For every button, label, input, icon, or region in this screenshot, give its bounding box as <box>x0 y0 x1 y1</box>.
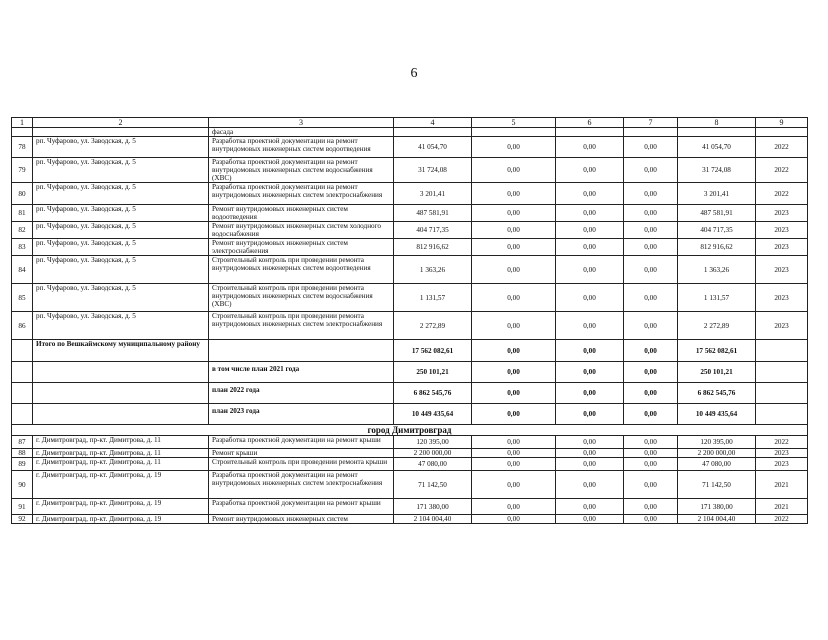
work-description: Строительный контроль при проведении ремонта крыши <box>209 458 394 471</box>
row-number: 82 <box>12 222 33 239</box>
address-cell: рп. Чуфарово, ул. Заводская, д. 5 <box>33 256 209 284</box>
row-number: 89 <box>12 458 33 471</box>
totals-label: план 2023 года <box>209 404 394 425</box>
work-description: Ремонт внутридомовых инженерных систем водоотведения <box>209 205 394 222</box>
address-cell: рп. Чуфарово, ул. Заводская, д. 5 <box>33 137 209 158</box>
table-row <box>12 284 808 312</box>
address-cell: г. Димитровград, пр-кт. Димитрова, д. 11 <box>33 449 209 458</box>
table-row <box>12 515 808 524</box>
value-cell: 0,00 <box>472 404 556 425</box>
value-cell: 0,00 <box>624 158 678 183</box>
row-number: 78 <box>12 137 33 158</box>
address-cell: рп. Чуфарово, ул. Заводская, д. 5 <box>33 284 209 312</box>
address-cell: г. Димитровград, пр-кт. Димитрова, д. 11 <box>33 436 209 449</box>
address-cell: рп. Чуфарово, ул. Заводская, д. 5 <box>33 158 209 183</box>
value-cell: 0,00 <box>556 404 624 425</box>
address-cell: г. Димитровград, пр-кт. Димитрова, д. 19 <box>33 499 209 515</box>
total-cost-cell: 171 380,00 <box>394 499 472 515</box>
page-number: 6 <box>410 66 418 81</box>
column-number: 4 <box>394 118 472 128</box>
value-cell: 0,00 <box>472 340 556 362</box>
totals-label: в том числе план 2021 года <box>209 362 394 383</box>
continuation-row <box>12 128 808 137</box>
value-cell: 812 916,62 <box>678 239 756 256</box>
year-cell: 2023 <box>756 222 808 239</box>
year-cell: 2023 <box>756 205 808 222</box>
value-cell: 487 581,91 <box>678 205 756 222</box>
total-cost-cell: 250 101,21 <box>394 362 472 383</box>
address-cell: г. Димитровград, пр-кт. Димитрова, д. 19 <box>33 471 209 499</box>
row-number: 85 <box>12 284 33 312</box>
row-number: 86 <box>12 312 33 340</box>
table-row <box>12 137 808 158</box>
column-number: 9 <box>756 118 808 128</box>
value-cell: 0,00 <box>472 436 556 449</box>
totals-label: Итого по Вешкаймскому муниципальному району <box>33 340 209 362</box>
value-cell: 0,00 <box>556 449 624 458</box>
table-row <box>12 256 808 284</box>
year-cell: 2023 <box>756 458 808 471</box>
work-description: Ремонт внутридомовых инженерных систем электроснабжения <box>209 239 394 256</box>
column-number: 6 <box>556 118 624 128</box>
value-cell: 0,00 <box>472 205 556 222</box>
value-cell: 0,00 <box>624 222 678 239</box>
value-cell: 3 201,41 <box>678 183 756 205</box>
row-number: 81 <box>12 205 33 222</box>
table-row <box>12 471 808 499</box>
totals-row <box>12 362 808 383</box>
table-row <box>12 449 808 458</box>
value-cell: 2 104 004,40 <box>678 515 756 524</box>
work-description: Разработка проектной документации на ремонт внутридомовых инженерных систем электроснабжения <box>209 471 394 499</box>
value-cell: 0,00 <box>624 284 678 312</box>
total-cost-cell: 2 272,89 <box>394 312 472 340</box>
value-cell: 0,00 <box>624 183 678 205</box>
total-cost-cell: 404 717,35 <box>394 222 472 239</box>
total-cost-cell: 2 104 004,40 <box>394 515 472 524</box>
table-row <box>12 158 808 183</box>
value-cell: 0,00 <box>624 383 678 404</box>
value-cell: 1 131,57 <box>678 284 756 312</box>
address-cell: рп. Чуфарово, ул. Заводская, д. 5 <box>33 312 209 340</box>
value-cell: 1 363,26 <box>678 256 756 284</box>
value-cell: 10 449 435,64 <box>678 404 756 425</box>
row-number: 80 <box>12 183 33 205</box>
total-cost-cell: 71 142,50 <box>394 471 472 499</box>
value-cell: 0,00 <box>556 436 624 449</box>
value-cell: 31 724,08 <box>678 158 756 183</box>
value-cell: 2 200 000,00 <box>678 449 756 458</box>
year-cell: 2021 <box>756 499 808 515</box>
value-cell: 0,00 <box>624 436 678 449</box>
work-description: Разработка проектной документации на ремонт внутридомовых инженерных систем водоснабжения (ХВС) <box>209 158 394 183</box>
table-row <box>12 205 808 222</box>
value-cell: 0,00 <box>624 137 678 158</box>
value-cell: 171 380,00 <box>678 499 756 515</box>
year-cell: 2022 <box>756 183 808 205</box>
value-cell: 41 054,70 <box>678 137 756 158</box>
value-cell: 0,00 <box>556 362 624 383</box>
year-cell: 2023 <box>756 256 808 284</box>
address-cell: г. Димитровград, пр-кт. Димитрова, д. 11 <box>33 458 209 471</box>
work-description: Строительный контроль при проведении ремонта внутридомовых инженерных систем водоснабжения (ХВС) <box>209 284 394 312</box>
column-number: 7 <box>624 118 678 128</box>
value-cell: 0,00 <box>624 340 678 362</box>
work-description: Разработка проектной документации на ремонт внутридомовых инженерных систем водоотведения <box>209 137 394 158</box>
value-cell: 0,00 <box>556 284 624 312</box>
row-number: 92 <box>12 515 33 524</box>
value-cell: 120 395,00 <box>678 436 756 449</box>
row-number: 91 <box>12 499 33 515</box>
value-cell: 0,00 <box>556 340 624 362</box>
value-cell: 0,00 <box>556 137 624 158</box>
table-row <box>12 222 808 239</box>
year-cell: 2022 <box>756 515 808 524</box>
year-cell: 2022 <box>756 436 808 449</box>
value-cell: 0,00 <box>556 239 624 256</box>
city-heading: город Димитровград <box>12 425 808 436</box>
column-number: 5 <box>472 118 556 128</box>
address-cell: рп. Чуфарово, ул. Заводская, д. 5 <box>33 222 209 239</box>
work-description: Разработка проектной документации на ремонт внутридомовых инженерных систем электроснабжения <box>209 183 394 205</box>
total-cost-cell: 3 201,41 <box>394 183 472 205</box>
value-cell: 0,00 <box>624 515 678 524</box>
work-description: Ремонт внутридомовых инженерных систем <box>209 515 394 524</box>
total-cost-cell: 120 395,00 <box>394 436 472 449</box>
row-number: 87 <box>12 436 33 449</box>
value-cell: 0,00 <box>624 312 678 340</box>
address-cell: рп. Чуфарово, ул. Заводская, д. 5 <box>33 205 209 222</box>
value-cell: 0,00 <box>472 284 556 312</box>
work-description: Строительный контроль при проведении ремонта внутридомовых инженерных систем водоотведения <box>209 256 394 284</box>
value-cell: 0,00 <box>624 256 678 284</box>
value-cell: 0,00 <box>624 205 678 222</box>
table-row <box>12 499 808 515</box>
total-cost-cell: 47 080,00 <box>394 458 472 471</box>
value-cell: 0,00 <box>472 137 556 158</box>
totals-row <box>12 340 808 362</box>
column-number: 1 <box>12 118 33 128</box>
row-number: 90 <box>12 471 33 499</box>
value-cell: 0,00 <box>556 471 624 499</box>
value-cell: 0,00 <box>556 222 624 239</box>
total-cost-cell: 6 862 545,76 <box>394 383 472 404</box>
value-cell: 0,00 <box>556 312 624 340</box>
value-cell: 250 101,21 <box>678 362 756 383</box>
table-row <box>12 458 808 471</box>
value-cell: 0,00 <box>472 362 556 383</box>
table-row <box>12 436 808 449</box>
value-cell: 0,00 <box>472 222 556 239</box>
value-cell: 17 562 082,61 <box>678 340 756 362</box>
value-cell: 0,00 <box>472 239 556 256</box>
address-cell: г. Димитровград, пр-кт. Димитрова, д. 19 <box>33 515 209 524</box>
total-cost-cell: 1 131,57 <box>394 284 472 312</box>
table-row <box>12 239 808 256</box>
table-row <box>12 312 808 340</box>
total-cost-cell: 2 200 000,00 <box>394 449 472 458</box>
value-cell: 0,00 <box>556 515 624 524</box>
address-cell: рп. Чуфарово, ул. Заводская, д. 5 <box>33 239 209 256</box>
totals-label: план 2022 года <box>209 383 394 404</box>
total-cost-cell: 31 724,08 <box>394 158 472 183</box>
work-description: Разработка проектной документации на ремонт крыши <box>209 436 394 449</box>
value-cell: 0,00 <box>556 499 624 515</box>
year-cell: 2023 <box>756 312 808 340</box>
value-cell: 47 080,00 <box>678 458 756 471</box>
value-cell: 404 717,35 <box>678 222 756 239</box>
value-cell: 0,00 <box>472 158 556 183</box>
value-cell: 0,00 <box>556 458 624 471</box>
work-description: Ремонт крыши <box>209 449 394 458</box>
value-cell: 0,00 <box>472 471 556 499</box>
work-description: Строительный контроль при проведении ремонта внутридомовых инженерных систем электроснабжения <box>209 312 394 340</box>
column-number: 2 <box>33 118 209 128</box>
total-cost-cell: 10 449 435,64 <box>394 404 472 425</box>
value-cell: 0,00 <box>472 312 556 340</box>
value-cell: 0,00 <box>624 499 678 515</box>
year-cell: 2023 <box>756 284 808 312</box>
year-cell: 2023 <box>756 449 808 458</box>
work-description: Разработка проектной документации на ремонт крыши <box>209 499 394 515</box>
value-cell: 0,00 <box>624 362 678 383</box>
works-table <box>11 117 808 524</box>
value-cell: 0,00 <box>472 499 556 515</box>
column-number: 3 <box>209 118 394 128</box>
value-cell: 0,00 <box>624 458 678 471</box>
address-cell: рп. Чуфарово, ул. Заводская, д. 5 <box>33 183 209 205</box>
value-cell: 0,00 <box>472 256 556 284</box>
value-cell: 0,00 <box>556 256 624 284</box>
row-number: 88 <box>12 449 33 458</box>
work-description: Ремонт внутридомовых инженерных систем холодного водоснабжения <box>209 222 394 239</box>
value-cell: 0,00 <box>472 449 556 458</box>
totals-row <box>12 404 808 425</box>
totals-row <box>12 383 808 404</box>
value-cell: 0,00 <box>556 183 624 205</box>
value-cell: 0,00 <box>472 383 556 404</box>
year-cell: 2022 <box>756 137 808 158</box>
total-cost-cell: 17 562 082,61 <box>394 340 472 362</box>
row-number: 83 <box>12 239 33 256</box>
year-cell: 2021 <box>756 471 808 499</box>
value-cell: 0,00 <box>624 404 678 425</box>
value-cell: 0,00 <box>624 239 678 256</box>
total-cost-cell: 487 581,91 <box>394 205 472 222</box>
row-number: 84 <box>12 256 33 284</box>
table-row <box>12 183 808 205</box>
value-cell: 0,00 <box>556 383 624 404</box>
value-cell: 71 142,50 <box>678 471 756 499</box>
total-cost-cell: 812 916,62 <box>394 239 472 256</box>
column-number: 8 <box>678 118 756 128</box>
value-cell: 0,00 <box>472 183 556 205</box>
value-cell: 0,00 <box>624 449 678 458</box>
value-cell: 2 272,89 <box>678 312 756 340</box>
work-description: фасада <box>209 128 394 137</box>
value-cell: 0,00 <box>556 158 624 183</box>
value-cell: 0,00 <box>556 205 624 222</box>
total-cost-cell: 1 363,26 <box>394 256 472 284</box>
value-cell: 0,00 <box>624 471 678 499</box>
value-cell: 0,00 <box>472 515 556 524</box>
row-number: 79 <box>12 158 33 183</box>
city-heading-row <box>12 425 808 436</box>
year-cell: 2023 <box>756 239 808 256</box>
value-cell: 6 862 545,76 <box>678 383 756 404</box>
total-cost-cell: 41 054,70 <box>394 137 472 158</box>
year-cell: 2022 <box>756 158 808 183</box>
value-cell: 0,00 <box>472 458 556 471</box>
column-numbers-row <box>12 118 808 128</box>
